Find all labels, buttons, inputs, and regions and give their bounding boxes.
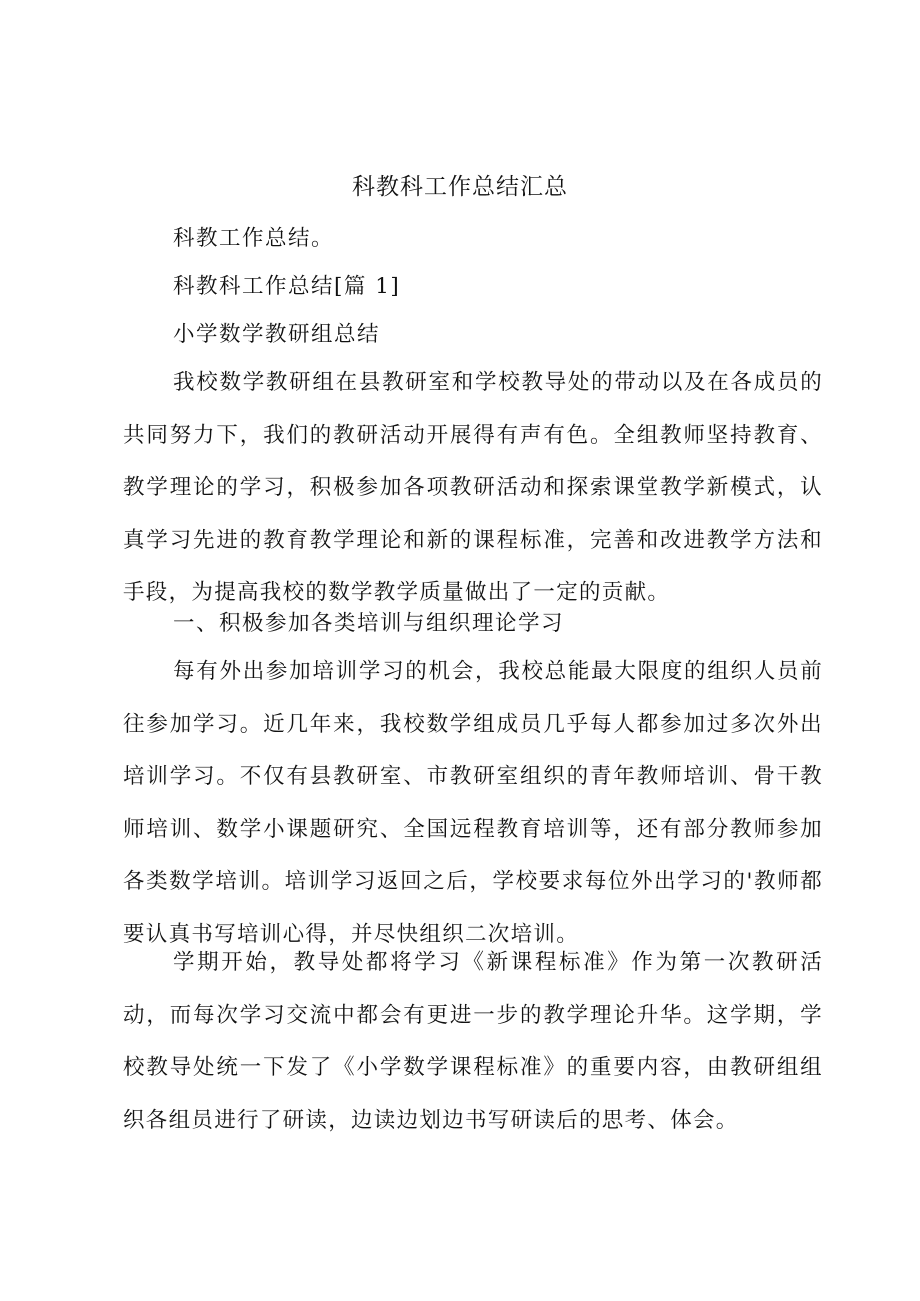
group-heading: 小学数学教研组总结 [173,322,381,347]
section-heading: 科教科工作总结[篇 1] [173,274,401,299]
paragraph-training: 每有外出参加培训学习的机会，我校总能最大限度的组织人员前往参加学习。近几年来，我校数学组成员几乎每人都参加过多次外出培训学习。不仅有县教研室、市教研室组织的青年教师培训、骨干教师培训、数学小课题研究、全国远程教育培训等，还有部分教师参加各类数学培训。培训学习返回之后，学校要求每位外出学习的'教师都要认真书写培训心得，并尽快组织二次培训。 [123,659,823,947]
paragraph-curriculum: 学期开始，教导处都将学习《新课程标准》作为第一次教研活动，而每次学习交流中都会有更进一步的教学理论升华。这学期，学校教导处统一下发了《小学数学课程标准》的重要内容，由教研组组织各组员进行了研读，边读边划边书写研读后的思考、体会。 [123,950,823,1133]
subtitle: 科教工作总结。 [173,226,335,251]
paragraph-intro: 我校数学教研组在县教研室和学校教导处的带动以及在各成员的共同努力下，我们的教研活动开展得有声有色。全组教师坚持教育、教学理论的学习，积极参加各项教研活动和探索课堂教学新模式，认真学习先进的教育教学理论和新的课程标准，完善和改进教学方法和手段，为提高我校的数学教学质量做出了一定的贡献。 [123,370,823,605]
document-title: 科教科工作总结汇总 [352,174,568,200]
section-heading-training: 一、积极参加各类培训与组织理论学习 [173,611,565,636]
